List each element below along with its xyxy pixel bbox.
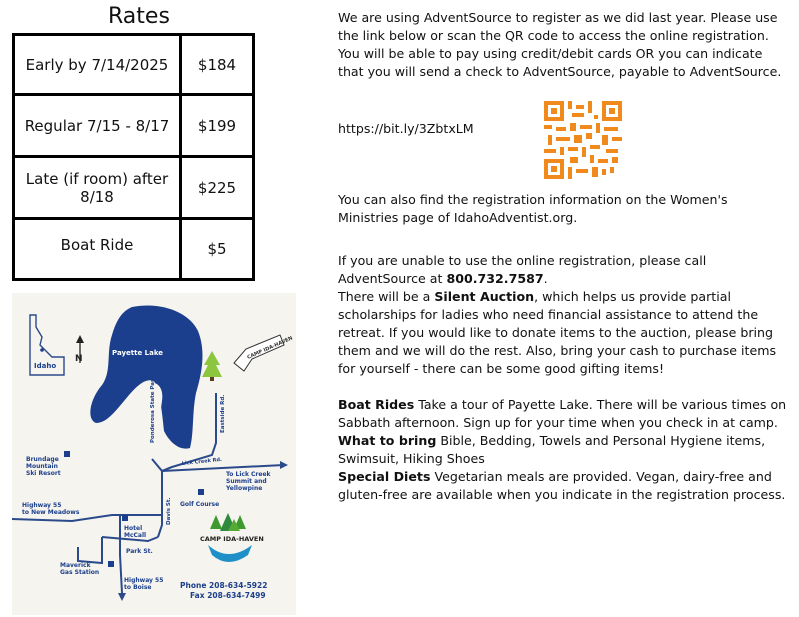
park-label: Ponderosa State Park bbox=[150, 375, 156, 443]
maverick-label-1: Maverick bbox=[60, 562, 91, 569]
registration-link[interactable]: https://bit.ly/3ZbtxLM bbox=[338, 121, 474, 136]
idaho-label: Idaho bbox=[34, 362, 57, 370]
lick-creek-label-3: Yellowpine bbox=[226, 485, 263, 492]
rate-row bbox=[14, 95, 254, 157]
rate-price: $5 bbox=[181, 219, 254, 280]
brundage-label-2: Mountain bbox=[26, 463, 58, 470]
lick-creek-label-1: To Lick Creek bbox=[226, 471, 271, 478]
logo-text: CAMP IDA-HAVEN bbox=[200, 535, 264, 543]
rate-price: $225 bbox=[181, 157, 254, 219]
boat-paragraph: Boat Rides Take a tour of Payette Lake. There will be various times on Sabbath afternoon. Sign up for your time when you check in at camp. bbox=[338, 397, 787, 430]
hotel-label-2: McCall bbox=[124, 532, 147, 539]
rate-row bbox=[14, 219, 254, 280]
davis-st-label: Davis St. bbox=[166, 497, 172, 525]
also-find-paragraph: You can also find the registration information on the Women's Ministries page of IdahoAdventist.org. bbox=[338, 192, 728, 225]
north-label: N bbox=[75, 354, 83, 364]
rates-title: Rates bbox=[108, 4, 170, 29]
golf-course-label: Golf Course bbox=[180, 501, 220, 508]
hotel-marker bbox=[122, 515, 128, 521]
qr-code-icon[interactable] bbox=[544, 101, 622, 179]
rate-price: $199 bbox=[181, 95, 254, 157]
hwy55-west-label-2: to New Meadows bbox=[22, 509, 80, 516]
golf-marker bbox=[198, 489, 204, 495]
call-paragraph: If you are unable to use the online registration, please call AdventSource at 800.732.7587. bbox=[338, 253, 707, 286]
rate-label: Regular 7/15 - 8/17 bbox=[14, 95, 181, 157]
maverick-label-2: Gas Station bbox=[60, 569, 100, 576]
diet-paragraph: Special Diets Vegetarian meals are provided. Vegan, dairy-free and gluten-free are available when you indicate in the registration process. bbox=[338, 469, 786, 502]
camp-arrow-label: CAMP IDA-HAVEN bbox=[246, 335, 294, 361]
hwy55-south-label-1: Highway 55 bbox=[124, 577, 164, 584]
lake-label: Payette Lake bbox=[112, 349, 164, 357]
brundage-label-1: Brundage bbox=[26, 456, 59, 463]
rate-row bbox=[14, 35, 254, 95]
maverick-marker bbox=[108, 561, 114, 567]
rate-row bbox=[14, 157, 254, 219]
rate-label: Late (if room) after 8/18 bbox=[14, 157, 181, 219]
bring-paragraph: What to bring Bible, Bedding, Towels and Personal Hygiene items, Swimsuit, Hiking Shoes bbox=[338, 433, 766, 466]
brundage-label-3: Ski Resort bbox=[26, 470, 61, 477]
intro-paragraph: We are using AdventSource to register as we did last year. Please use the link below or scan the QR code to access the online registration. You will be able to pay using credit/debit cards OR you can indicate that you will send a check to AdventSource, payable to AdventSource. bbox=[338, 10, 782, 79]
phone-number: 800.732.7587 bbox=[446, 271, 544, 286]
park-st-label: Park St. bbox=[126, 548, 153, 555]
rate-label: Early by 7/14/2025 bbox=[14, 35, 181, 95]
camp-map bbox=[12, 293, 296, 615]
hwy55-south-label-2: to Boise bbox=[124, 584, 152, 591]
fax-text: Fax 208-634-7499 bbox=[190, 591, 266, 600]
hotel-label-1: Hotel bbox=[124, 525, 143, 532]
auction-paragraph: There will be a Silent Auction, which helps us provide partial scholarships for ladies who need financial assistance to attend the retreat. If you would like to donate items to the auction, please bring them and we will do the rest. Also, bring your cash to purchase items for yourself - there can be some good gifting items! bbox=[338, 289, 777, 376]
brundage-marker bbox=[64, 451, 70, 457]
eastside-rd-label: Eastside Rd. bbox=[220, 394, 226, 433]
rate-price: $184 bbox=[181, 35, 254, 95]
rate-label: Boat Ride bbox=[14, 219, 181, 280]
lick-creek-rd-label: Lick Creek Rd. bbox=[181, 456, 223, 467]
details-block bbox=[338, 252, 788, 504]
phone-text: Phone 208-634-5922 bbox=[180, 581, 268, 590]
rates-table bbox=[12, 33, 255, 281]
hwy55-west-label-1: Highway 55 bbox=[22, 502, 62, 509]
lick-creek-label-2: Summit and bbox=[226, 478, 267, 485]
